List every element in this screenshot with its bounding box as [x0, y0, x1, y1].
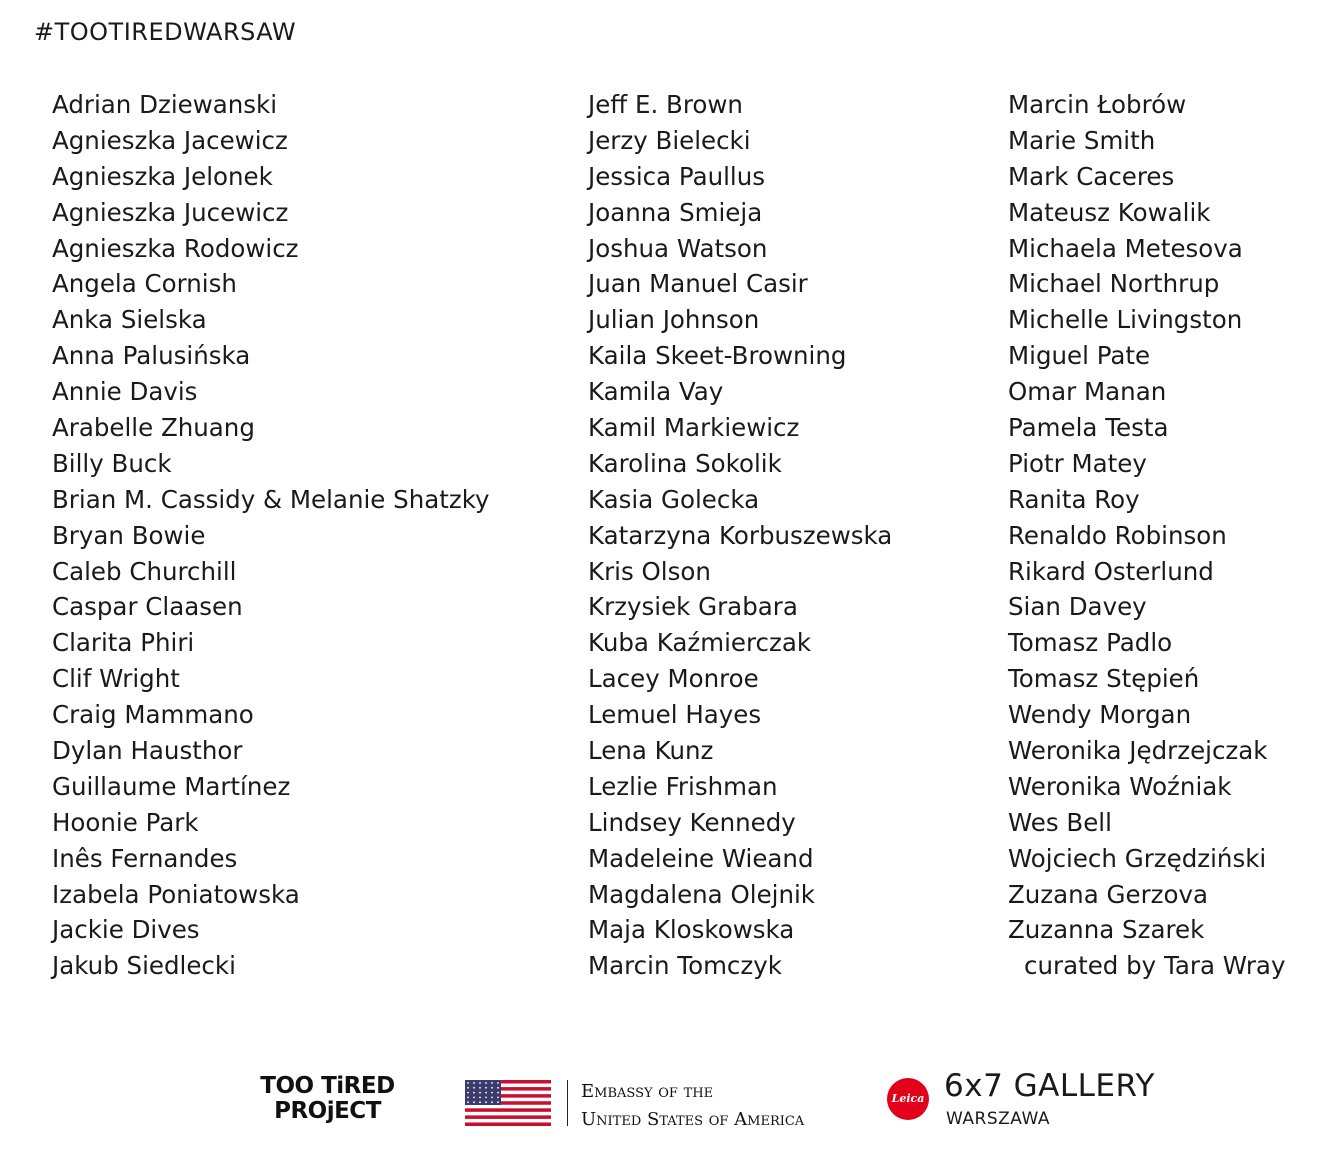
- artist-name: Jerzy Bielecki: [588, 125, 751, 155]
- flag-star: [497, 1097, 499, 1099]
- artist-name: Jessica Paullus: [588, 161, 766, 191]
- flag-star: [491, 1101, 493, 1103]
- flag-stripe: [465, 1108, 551, 1112]
- flag-star: [485, 1087, 487, 1089]
- artist-name: Marie Smith: [1008, 125, 1156, 155]
- flag-star: [479, 1087, 481, 1089]
- artist-name: Lemuel Hayes: [588, 700, 762, 730]
- flag-star: [491, 1097, 493, 1099]
- flag-stripe: [465, 1122, 551, 1126]
- artist-name: Agnieszka Jelonek: [52, 161, 273, 191]
- embassy-line-1: Embassy of the: [581, 1081, 714, 1102]
- artist-name: Krzysiek Grabara: [588, 592, 798, 622]
- artist-name: Sian Davey: [1008, 592, 1147, 622]
- artist-name: Jakub Siedlecki: [52, 951, 236, 981]
- flag-stripe: [465, 1119, 551, 1123]
- flag-star: [467, 1092, 469, 1094]
- logo-divider: [567, 1080, 568, 1126]
- flag-star: [467, 1097, 469, 1099]
- artist-name: Anka Sielska: [52, 305, 207, 335]
- artist-name: Pamela Testa: [1008, 413, 1169, 443]
- artist-name: Wendy Morgan: [1008, 700, 1192, 730]
- leica-logo-icon: Leica: [887, 1078, 929, 1120]
- flag-stripe: [465, 1112, 551, 1116]
- hashtag-title: #TOOTIREDWARSAW: [34, 18, 297, 46]
- flag-star: [497, 1087, 499, 1089]
- artist-name: Tomasz Stępień: [1008, 664, 1200, 694]
- artist-name: Joanna Smieja: [588, 197, 763, 227]
- artist-name: Billy Buck: [52, 448, 172, 478]
- artist-name: Karolina Sokolik: [588, 448, 782, 478]
- flag-star: [497, 1092, 499, 1094]
- artist-name: Arabelle Zhuang: [52, 413, 255, 443]
- artist-name: Caspar Claasen: [52, 592, 243, 622]
- flag-star: [479, 1101, 481, 1103]
- flag-stripe: [465, 1105, 551, 1109]
- artist-name: Kaila Skeet-Browning: [588, 341, 847, 371]
- artist-name: Omar Manan: [1008, 377, 1167, 407]
- flag-star: [473, 1101, 475, 1103]
- flag-star: [497, 1101, 499, 1103]
- artist-name: Lena Kunz: [588, 736, 714, 766]
- flag-star: [497, 1082, 499, 1084]
- embassy-line-2: United States of America: [581, 1109, 805, 1130]
- artist-name: Adrian Dziewanski: [52, 90, 278, 119]
- artist-name: Zuzanna Szarek: [1008, 915, 1205, 945]
- artist-name: Renaldo Robinson: [1008, 520, 1227, 550]
- gallery-name: 6x7 GALLERY: [944, 1068, 1155, 1104]
- artist-name: Hoonie Park: [52, 807, 199, 837]
- sponsor-logos: [0, 1060, 1334, 1140]
- artist-name: Zuzana Gerzova: [1008, 879, 1209, 909]
- artist-name: Agnieszka Jacewicz: [52, 125, 288, 155]
- artist-list-column-2: [588, 87, 892, 984]
- artist-name: Miguel Pate: [1008, 341, 1151, 371]
- curator-credit: curated by Tara Wray: [1024, 951, 1286, 981]
- gallery-city: WARSZAWA: [946, 1109, 1050, 1129]
- flag-star: [473, 1082, 475, 1084]
- artist-name: Agnieszka Rodowicz: [52, 233, 299, 263]
- flag-star: [473, 1087, 475, 1089]
- flag-star: [485, 1101, 487, 1103]
- artist-name: Mark Caceres: [1008, 161, 1175, 191]
- flag-star: [473, 1097, 475, 1099]
- flag-star: [467, 1101, 469, 1103]
- artist-name: Kris Olson: [588, 556, 711, 586]
- artist-name: Lezlie Frishman: [588, 771, 778, 801]
- artist-name: Guillaume Martínez: [52, 771, 291, 801]
- artist-name: Michelle Livingston: [1008, 305, 1243, 335]
- artist-name: Kuba Kaźmierczak: [588, 628, 812, 658]
- artist-name: Wes Bell: [1008, 807, 1112, 837]
- artist-name: Kasia Golecka: [588, 484, 760, 514]
- flag-star: [491, 1092, 493, 1094]
- artist-name: Dylan Hausthor: [52, 736, 243, 766]
- flag-star: [467, 1082, 469, 1084]
- artist-name: Michaela Metesova: [1008, 233, 1243, 263]
- artist-name: Julian Johnson: [588, 305, 760, 335]
- artist-name: Katarzyna Korbuszewska: [588, 520, 893, 550]
- artist-name: Lacey Monroe: [588, 664, 759, 694]
- artist-name: Marcin Tomczyk: [588, 951, 782, 981]
- flag-stripe: [465, 1115, 551, 1119]
- too-tired-logo-line-1: TOO TiRED: [260, 1073, 395, 1099]
- artist-name: Wojciech Grzędziński: [1008, 843, 1267, 873]
- artist-name: Lindsey Kennedy: [588, 807, 796, 837]
- too-tired-project-logo: [255, 1074, 400, 1124]
- flag-star: [485, 1082, 487, 1084]
- artist-name: Jeff E. Brown: [588, 90, 743, 119]
- artist-name: Tomasz Padlo: [1008, 628, 1173, 658]
- artist-name: Clarita Phiri: [52, 628, 195, 658]
- artist-list-column-1: [52, 87, 490, 984]
- artist-name: Bryan Bowie: [52, 520, 206, 550]
- artist-name: Izabela Poniatowska: [52, 879, 300, 909]
- artist-name: Weronika Jędrzejczak: [1008, 736, 1268, 766]
- artist-name: Marcin Łobrów: [1008, 90, 1187, 119]
- artist-name: Kamil Markiewicz: [588, 413, 800, 443]
- flag-star: [479, 1082, 481, 1084]
- artist-name: Ranita Roy: [1008, 484, 1140, 514]
- flag-star: [479, 1097, 481, 1099]
- flag-star: [491, 1082, 493, 1084]
- artist-name: Angela Cornish: [52, 269, 237, 299]
- artist-name: Inês Fernandes: [52, 843, 238, 873]
- artist-name: Madeleine Wieand: [588, 843, 814, 873]
- artist-name: Craig Mammano: [52, 700, 254, 730]
- artist-name: Jackie Dives: [52, 915, 200, 945]
- us-embassy-logo: [581, 1078, 804, 1134]
- artist-name: Juan Manuel Casir: [588, 269, 808, 299]
- flag-star: [491, 1087, 493, 1089]
- artist-name: Joshua Watson: [588, 233, 768, 263]
- flag-star: [485, 1092, 487, 1094]
- artist-list-column-3: [1008, 87, 1285, 984]
- artist-name: Agnieszka Jucewicz: [52, 197, 289, 227]
- artist-name: Kamila Vay: [588, 377, 724, 407]
- artist-name: Maja Kloskowska: [588, 915, 795, 945]
- flag-star: [479, 1092, 481, 1094]
- flag-star: [473, 1092, 475, 1094]
- artist-name: Mateusz Kowalik: [1008, 197, 1211, 227]
- flag-star: [467, 1087, 469, 1089]
- artist-name: Caleb Churchill: [52, 556, 237, 586]
- artist-name: Weronika Woźniak: [1008, 771, 1232, 801]
- artist-name: Annie Davis: [52, 377, 198, 407]
- flag-star: [485, 1097, 487, 1099]
- artist-name: Clif Wright: [52, 664, 180, 694]
- artist-name: Magdalena Olejnik: [588, 879, 815, 909]
- too-tired-logo-line-2: PROjECT: [274, 1098, 381, 1124]
- us-flag-icon: [465, 1080, 551, 1126]
- artist-name: Brian M. Cassidy & Melanie Shatzky: [52, 484, 490, 514]
- artist-name: Piotr Matey: [1008, 448, 1147, 478]
- flag-canton: [465, 1080, 501, 1105]
- artist-name: Michael Northrup: [1008, 269, 1220, 299]
- artist-name: Rikard Osterlund: [1008, 556, 1214, 586]
- artist-name: Anna Palusińska: [52, 341, 251, 371]
